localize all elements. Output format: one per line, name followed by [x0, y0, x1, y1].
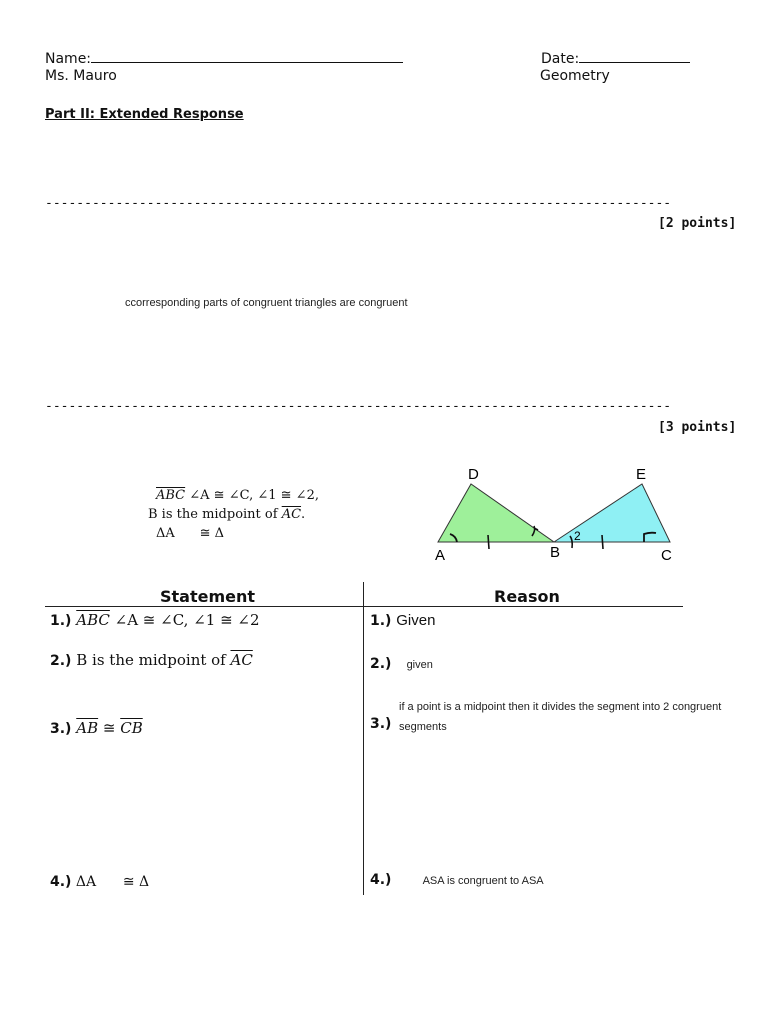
triangle-diagram [430, 460, 690, 565]
given-line-3: ΔA ≅ Δ [156, 526, 224, 541]
table-row: 2.) B is the midpoint of $\overline{AC}$ [50, 651, 253, 669]
label-d: D [468, 466, 479, 483]
given-block [148, 486, 319, 543]
statement-header: Statement [160, 587, 256, 606]
teacher-name: Ms. Mauro [45, 68, 117, 84]
date-label: Date: [541, 48, 690, 67]
reason-header: Reason [494, 587, 560, 606]
divider-2: -------------------------------------------------------------------------------- [45, 399, 672, 414]
label-b: B [550, 544, 561, 561]
label-c: C [661, 547, 672, 564]
label-angle-2: 2 [574, 529, 581, 543]
tick-bc [602, 535, 603, 549]
given-line-1: $\overline{ABC}$ ∠A ≅ ∠C, ∠1 ≅ ∠2, [156, 488, 319, 503]
tick-ab [488, 535, 489, 549]
table-column-rule [363, 582, 364, 895]
label-a: A [435, 547, 446, 564]
part-title: Part II: Extended Response [45, 107, 244, 122]
table-row: 4.) ΔA ≅ Δ [50, 874, 150, 890]
name-blank[interactable] [91, 48, 403, 63]
table-row: 3.) $\overline{AB}$ ≅ $\overline{CB}$ [50, 719, 143, 737]
label-e: E [636, 466, 647, 483]
table-row: 1.) Given [370, 612, 436, 629]
name-label: Name: [45, 48, 403, 67]
reason-3-line-1: if a point is a midpoint then it divides the segment into 2 congruent [399, 701, 722, 713]
reason-3-num: 3.) [370, 716, 392, 732]
given-line-2: B is the midpoint of $\overline{AC}$. [148, 507, 306, 522]
section1-answer: ccorresponding parts of congruent triangles are congruent [125, 297, 408, 309]
triangle-abd [438, 484, 554, 542]
reason-3-line-2: segments [399, 721, 447, 733]
table-header-rule [45, 606, 683, 607]
points-2: [2 points] [658, 216, 737, 231]
date-blank[interactable] [579, 48, 690, 63]
course-name: Geometry [540, 68, 610, 84]
table-row: 2.) given [370, 656, 433, 672]
table-row: 1.) $\overline{ABC}$ ∠A ≅ ∠C, ∠1 ≅ ∠2 [50, 611, 260, 629]
divider-1: -------------------------------------------------------------------------------- [45, 196, 672, 211]
table-row: 4.) ASA is congruent to ASA [370, 872, 544, 888]
points-3: [3 points] [658, 420, 737, 435]
